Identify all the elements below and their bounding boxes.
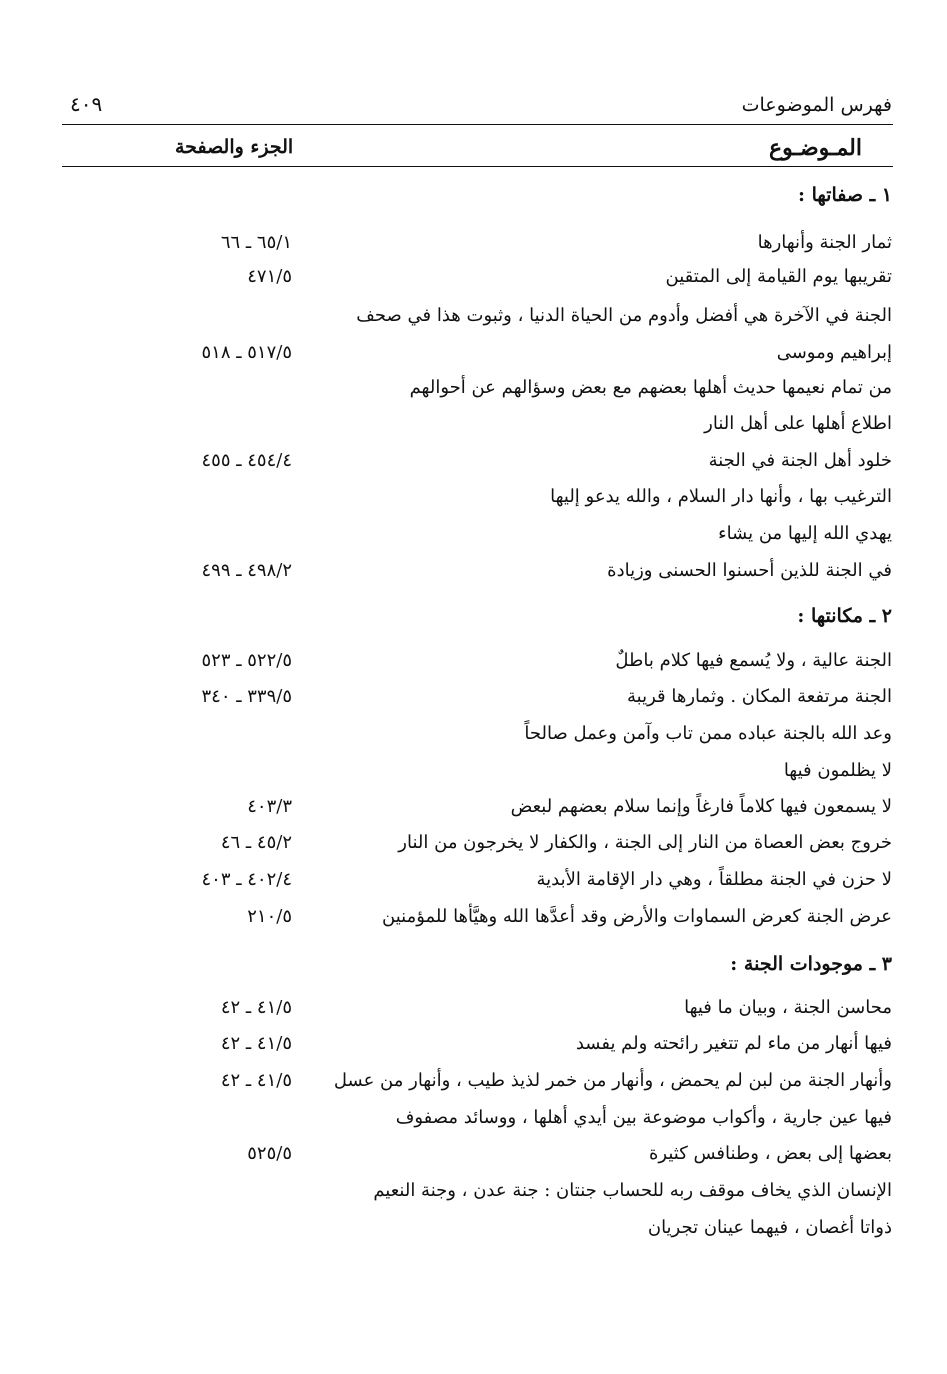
volume-page-ref: ٢١٠/٥ [247, 906, 292, 927]
volume-page-ref: ٤١/٥ ـ ٤٢ [220, 997, 292, 1018]
volume-page-ref: ٦٥/١ ـ ٦٦ [220, 232, 292, 253]
index-entry: الجنة مرتفعة المكان . وثمارها قريبة [627, 686, 892, 707]
column-header-topic: المـوضـوع [769, 135, 862, 161]
volume-page-ref: ٥١٧/٥ ـ ٥١٨ [201, 342, 292, 363]
index-entry: لا حزن في الجنة مطلقاً ، وهي دار الإقامة الأبدية [536, 869, 892, 890]
volume-page-ref: ٥٢٥/٥ [247, 1143, 292, 1164]
volume-page-ref: ٤٥/٢ ـ ٤٦ [220, 832, 292, 853]
index-entry: لا يسمعون فيها كلاماً فارغاً وإنما سلام بعضهم لبعض [510, 796, 892, 817]
index-entry: في الجنة للذين أحسنوا الحسنى وزيادة [607, 560, 892, 581]
index-entry: بعضها إلى بعض ، وطنافس كثيرة [648, 1143, 892, 1164]
index-entry: خروج بعض العصاة من النار إلى الجنة ، والكفار لا يخرجون من النار [398, 832, 892, 853]
volume-page-ref: ٤٧١/٥ [247, 266, 292, 287]
volume-page-ref: ٤١/٥ ـ ٤٢ [220, 1070, 292, 1091]
index-entry: من تمام نعيمها حديث أهلها بعضهم مع بعض وسؤالهم عن أحوالهم [409, 377, 892, 398]
section-heading: ٣ ـ موجودات الجنة : [730, 953, 892, 975]
index-entry: اطلاع أهلها على أهل النار [704, 413, 892, 434]
index-entry: الترغيب بها ، وأنها دار السلام ، والله يدعو إليها [550, 486, 892, 507]
index-entry: الإنسان الذي يخاف موقف ربه للحساب جنتان : جنة عدن ، وجنة النعيم [373, 1180, 892, 1201]
volume-page-ref: ٤٠٢/٤ ـ ٤٠٣ [201, 869, 292, 890]
column-header-volume-page: الجزء والصفحة [175, 136, 294, 158]
page-number: ٤٠٩ [70, 92, 103, 116]
section-heading: ١ ـ صفاتها : [797, 184, 892, 206]
index-entry: ذواتا أغصان ، فيهما عينان تجريان [647, 1217, 892, 1238]
index-entry: فيها أنهار من ماء لم تتغير رائحته ولم يفسد [575, 1033, 892, 1054]
running-header-title: فهرس الموضوعات [741, 94, 892, 116]
index-entry: عرض الجنة كعرض السماوات والأرض وقد أعدَّها الله وهيَّأها للمؤمنين [382, 906, 892, 927]
section-heading: ٢ ـ مكانتها : [797, 605, 892, 627]
index-entry: إبراهيم وموسى [776, 342, 892, 363]
index-entry: وأنهار الجنة من لبن لم يحمض ، وأنهار من خمر لذيذ طيب ، وأنهار من عسل [333, 1070, 892, 1091]
index-entry: محاسن الجنة ، وبيان ما فيها [684, 997, 892, 1018]
header-rule [62, 124, 893, 125]
index-entry: تقريبها يوم القيامة إلى المتقين [665, 266, 892, 287]
volume-page-ref: ٥٢٢/٥ ـ ٥٢٣ [201, 650, 292, 671]
volume-page-ref: ٤١/٥ ـ ٤٢ [220, 1033, 292, 1054]
column-header-rule [62, 166, 893, 167]
volume-page-ref: ٤٩٨/٢ ـ ٤٩٩ [201, 560, 292, 581]
index-entry: الجنة في الآخرة هي أفضل وأدوم من الحياة الدنيا ، وثبوت هذا في صحف [356, 305, 892, 326]
index-entry: الجنة عالية ، ولا يُسمع فيها كلام باطلٌ [615, 650, 892, 671]
index-entry: فيها عين جارية ، وأكواب موضوعة بين أيدي أهلها ، ووسائد مصفوف [395, 1107, 892, 1128]
index-entry: وعد الله بالجنة عباده ممن تاب وآمن وعمل صالحاً [524, 723, 892, 744]
index-entry: خلود أهل الجنة في الجنة [708, 450, 892, 471]
index-entry: ثمار الجنة وأنهارها [757, 232, 892, 253]
index-entry: يهدي الله إليها من يشاء [718, 523, 892, 544]
volume-page-ref: ٤٥٤/٤ ـ ٤٥٥ [201, 450, 292, 471]
index-entry: لا يظلمون فيها [783, 760, 892, 781]
volume-page-ref: ٣٣٩/٥ ـ ٣٤٠ [201, 686, 292, 707]
volume-page-ref: ٤٠٣/٣ [247, 796, 292, 817]
